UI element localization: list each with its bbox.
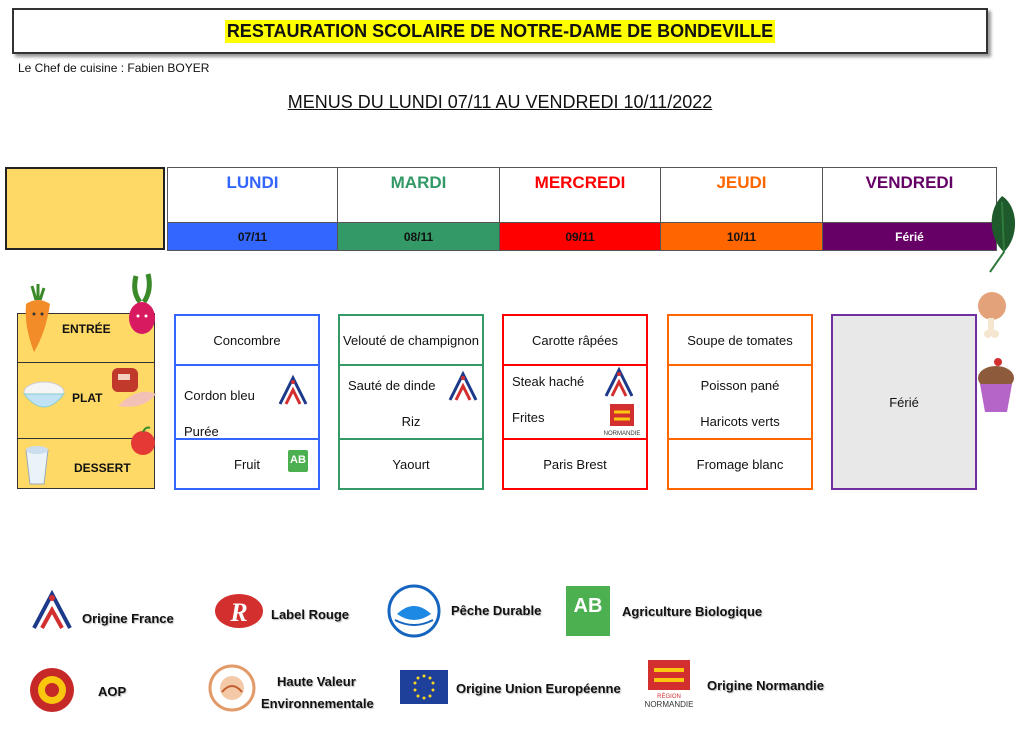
legend-label-rouge: Label Rouge [271, 607, 350, 622]
legend-origine-france: Origine France [82, 611, 174, 626]
dessert-jeudi: Fromage blanc [696, 456, 784, 472]
plat1-lundi: Cordon bleu [184, 388, 255, 403]
date-vendredi: Férié [822, 222, 997, 251]
dessert-lundi [176, 440, 318, 488]
menus-title: MENUS DU LUNDI 07/11 AU VENDREDI 10/11/2022 [287, 92, 713, 112]
plat-mardi [340, 364, 482, 440]
eu-flag-icon [400, 670, 448, 704]
peche-durable-icon [387, 584, 441, 638]
legend-hve-line2: Environnementale [261, 696, 374, 711]
dessert-lundi-text: Fruit [234, 456, 260, 472]
plat2-lundi: Purée [184, 424, 219, 439]
label-rouge-icon [212, 590, 266, 632]
legend-peche-durable: Pêche Durable [451, 603, 542, 618]
date-mardi: 08/11 [337, 222, 500, 251]
plat1-mercredi: Steak haché [512, 374, 585, 389]
carrot-icon [20, 282, 54, 354]
rice-bowl-icon [20, 376, 68, 416]
svg-text:NORMANDIE: NORMANDIE [604, 431, 640, 437]
title-box [12, 8, 988, 54]
viandes-de-france-icon [602, 366, 636, 400]
plat2-jeudi: Haricots verts [700, 414, 780, 429]
region-normandie-icon [640, 660, 698, 710]
ab-bio-icon: AB [288, 450, 308, 472]
card-lundi [174, 314, 320, 490]
viandes-de-france-icon [446, 370, 480, 404]
day-mardi: MARDI [337, 167, 500, 223]
date-mercredi: 09/11 [499, 222, 661, 251]
legend-agriculture-bio: Agriculture Biologique [622, 604, 763, 619]
plat1-mardi: Sauté de dinde [348, 378, 436, 393]
day-vendredi: VENDREDI [822, 167, 997, 223]
card-mercredi [502, 314, 648, 490]
chicken-leg-icon [972, 290, 1012, 342]
card-mardi [338, 314, 484, 490]
legend-origine-normandie: Origine Normandie [707, 678, 825, 693]
date-lundi: 07/11 [167, 222, 338, 251]
viandes-de-france-icon [276, 374, 310, 408]
entree-mardi: Velouté de champignon [343, 332, 479, 348]
day-lundi: LUNDI [167, 167, 338, 223]
plat2-mercredi: Frites [512, 410, 545, 425]
label-entree: ENTRÉE [17, 313, 155, 363]
hve-icon [208, 664, 256, 712]
entree-jeudi: Soupe de tomates [687, 332, 793, 348]
page-title: RESTAURATION SCOLAIRE DE NOTRE-DAME DE BONDEVILLE [226, 20, 774, 41]
legend-hve-line1: Haute Valeur [277, 674, 356, 689]
label-dessert: DESSERT [17, 438, 155, 489]
plat-mercredi [504, 364, 646, 440]
meat-fish-icon [108, 364, 160, 416]
entree-lundi: Concombre [213, 332, 281, 348]
entree-mercredi: Carotte râpées [532, 332, 618, 348]
legend-aop: AOP [98, 684, 127, 699]
svg-text:NORMANDIE: NORMANDIE [644, 700, 694, 709]
aop-icon [28, 666, 76, 714]
spinach-leaf-icon [982, 192, 1022, 276]
cupcake-icon [976, 354, 1016, 416]
svg-text:RÉGION: RÉGION [657, 694, 681, 700]
date-jeudi: 10/11 [660, 222, 823, 251]
plat1-jeudi: Poisson pané [700, 378, 780, 393]
day-jeudi: JEUDI [660, 167, 823, 223]
plat-lundi [176, 364, 318, 440]
plat2-mardi: Riz [401, 414, 421, 429]
apple-icon [128, 426, 158, 456]
plat-jeudi [669, 364, 811, 440]
agriculture-bio-icon: AB [566, 586, 610, 636]
origine-france-icon [28, 588, 76, 636]
dessert-mardi: Yaourt [392, 456, 430, 472]
label-plat: PLAT [17, 362, 155, 439]
day-mercredi: MERCREDI [499, 167, 661, 223]
yogurt-icon [22, 442, 52, 488]
normandie-icon [604, 404, 640, 438]
card-jeudi [667, 314, 813, 490]
card-vendredi: Férié [831, 314, 977, 490]
dessert-mercredi: Paris Brest [543, 456, 607, 472]
chef-line: Le Chef de cuisine : Fabien BOYER [18, 61, 210, 75]
legend-origine-ue: Origine Union Européenne [456, 681, 621, 696]
header-corner [5, 167, 165, 250]
radish-icon [124, 272, 160, 342]
svg-text:R: R [230, 598, 248, 627]
